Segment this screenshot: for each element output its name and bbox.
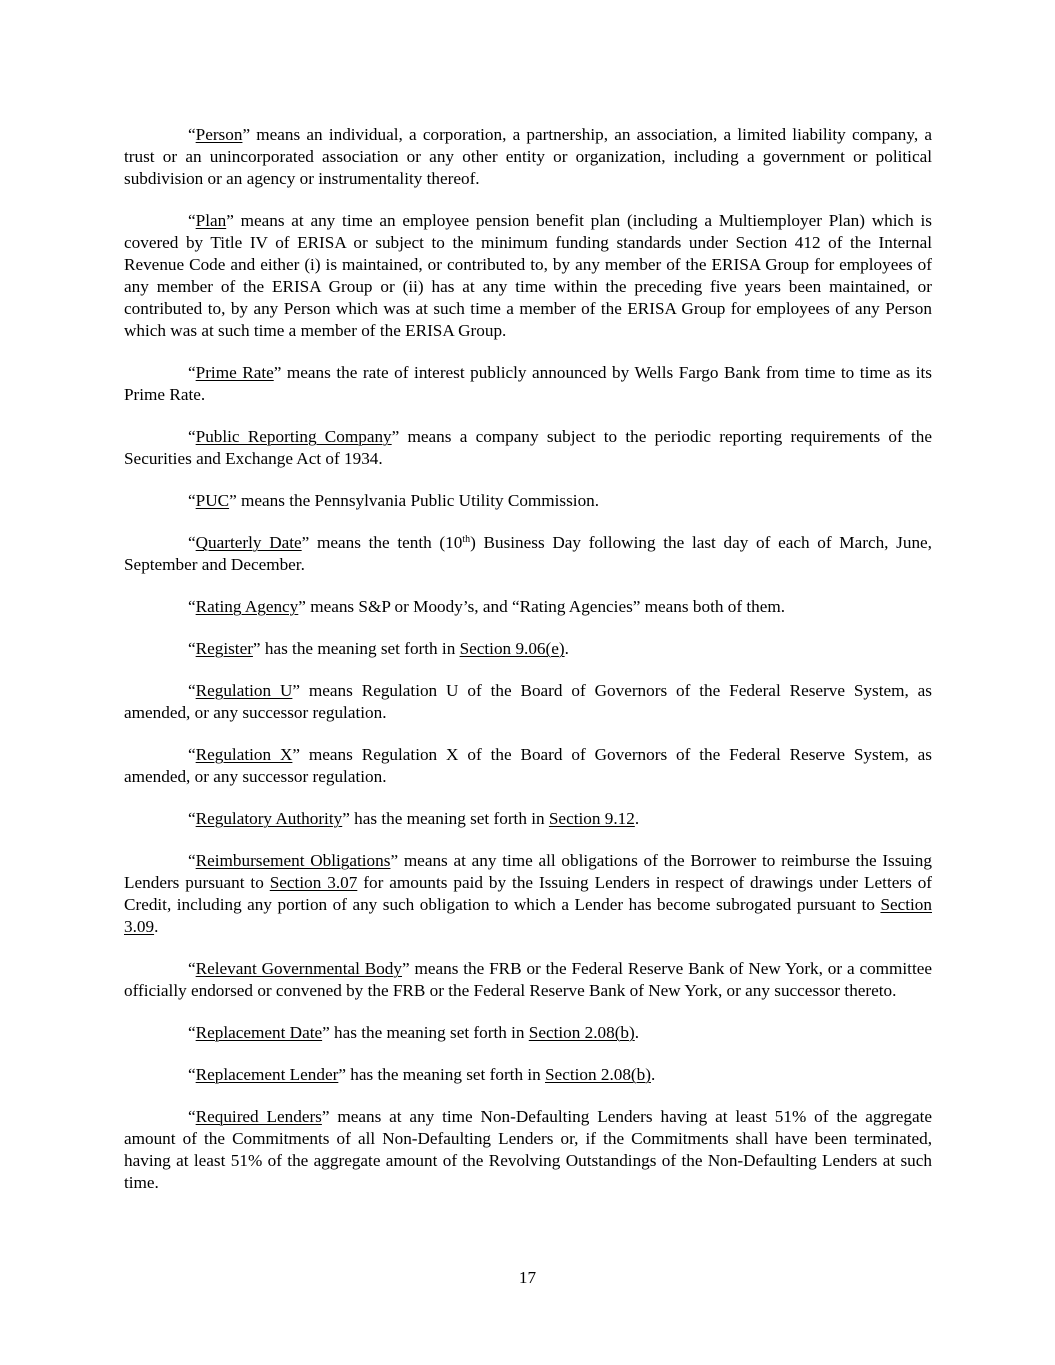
- definition-text: ” means the Pennsylvania Public Utility Commission.: [229, 491, 600, 510]
- definition-text: “: [188, 851, 196, 870]
- definition-text: ” has the meaning set forth in: [342, 809, 549, 828]
- definition-text: ” means an individual, a corporation, a partnership, an association, a limited liability company, a trust or an unincorporated association or any other entity or organization, including a government or political subdivision or an agency or instrumentality thereof.: [124, 125, 932, 188]
- definition-text: ” means Regulation U of the Board of Governors of the Federal Reserve System, as amended, or any successor regulation.: [124, 681, 933, 722]
- definition-register: [124, 638, 932, 660]
- definition-text: “: [188, 959, 196, 978]
- defined-term: Quarterly Date: [195, 533, 302, 552]
- definition-text: ” means the FRB or the Federal Reserve Bank of New York, or a committee officially endorsed or convened by the FRB or the Federal Reserve Bank of New York, or any successor thereto.: [124, 959, 932, 1000]
- definition-rating-agency: [124, 596, 932, 618]
- defined-term: Public Reporting Company: [195, 427, 392, 446]
- definition-regulation-x: [124, 744, 932, 788]
- definition-text: ” has the meaning set forth in: [252, 639, 460, 658]
- definition-text: ” means at any time Non-Defaulting Lenders having at least 51% of the aggregate amount of the Commitments of all Non-Defaulting Lenders or, if the Commitments shall have been terminated, having at least 51% of the aggregate amount of the Revolving Outstandings of the Non-Defaulting Lenders at such time.: [124, 1107, 932, 1192]
- definition-text: “: [188, 1065, 196, 1084]
- definition-text: “: [188, 125, 196, 144]
- defined-term: Prime Rate: [195, 363, 274, 382]
- definition-text: .: [154, 917, 159, 936]
- definition-text: “: [188, 597, 196, 616]
- definition-text: ” has the meaning set forth in: [338, 1065, 545, 1084]
- definition-text: “: [188, 533, 196, 552]
- definition-text: .: [650, 1065, 656, 1084]
- section-reference: Section 3.09: [124, 895, 932, 936]
- definition-text: “: [188, 809, 196, 828]
- defined-term: Relevant Governmental Body: [195, 959, 402, 978]
- definition-text: ” means the tenth (10: [301, 533, 463, 552]
- page-number: 17: [518, 1268, 537, 1287]
- definition-text: “: [188, 363, 196, 382]
- ordinal-suffix: th: [462, 534, 471, 545]
- definition-person: [124, 124, 932, 190]
- definition-plan: [124, 210, 932, 342]
- definition-replacement-date: [124, 1022, 932, 1044]
- defined-term: PUC: [195, 491, 230, 510]
- section-reference: Section 9.12: [548, 809, 635, 828]
- defined-term: Replacement Lender: [195, 1065, 339, 1084]
- definition-text: ” means at any time an employee pension benefit plan (including a Multiemployer Plan) which is covered by Title IV of ERISA or subject to the minimum funding standards under Section 412 of the Internal Revenue Code and either (i) is maintained, or contributed to, by any member of the ERISA Group for employees of any member of the ERISA Group or (ii) has at any time within the preceding five years been maintained, or contributed to, by any Person which was at such time a member of the ERISA Group for employees of any Person which was at such time a member of the ERISA Group.: [124, 211, 932, 340]
- definition-text: “: [188, 427, 196, 446]
- defined-term: Person: [195, 125, 243, 144]
- section-reference: Section 3.07: [269, 873, 358, 892]
- document-page: [124, 124, 932, 1214]
- definition-required-lenders: [124, 1106, 932, 1194]
- section-reference: Section 9.06(e): [459, 639, 565, 658]
- section-reference: Section 2.08(b): [545, 1065, 651, 1084]
- definition-text: for amounts paid by the Issuing Lenders in respect of drawings under Letters of Credit, including any portion of any such obligation to which a Lender has become subrogated pursuant to: [124, 873, 933, 914]
- definition-text: .: [634, 809, 640, 828]
- definition-public-reporting-company: [124, 426, 932, 470]
- defined-term: Regulation U: [195, 681, 293, 700]
- definition-relevant-governmental-body: [124, 958, 932, 1002]
- defined-term: Plan: [195, 211, 227, 230]
- defined-term: Regulation X: [195, 745, 293, 764]
- definitions-list: [124, 124, 932, 1194]
- definition-text: “: [188, 491, 196, 510]
- definition-text: ” means the rate of interest publicly announced by Wells Fargo Bank from time to time as its Prime Rate.: [124, 363, 932, 404]
- definition-text: ” means at any time all obligations of the Borrower to reimburse the Issuing Lenders pursuant to: [124, 851, 932, 892]
- definition-text: ” means a company subject to the periodic reporting requirements of the Securities and Exchange Act of 1934.: [124, 427, 932, 468]
- section-reference: Section 2.08(b): [528, 1023, 635, 1042]
- definition-text: .: [564, 639, 569, 658]
- definition-replacement-lender: [124, 1064, 932, 1086]
- definition-text: ” means Regulation X of the Board of Governors of the Federal Reserve System, as amended, or any successor regulation.: [124, 745, 933, 786]
- definition-text: “: [188, 1107, 196, 1126]
- defined-term: Required Lenders: [195, 1107, 322, 1126]
- definition-text: ) Business Day following the last day of each of March, June, September and December.: [124, 533, 932, 574]
- definition-text: “: [188, 681, 196, 700]
- defined-term: Regulatory Authority: [195, 809, 343, 828]
- definition-regulatory-authority: [124, 808, 932, 830]
- definition-quarterly-date: [124, 532, 932, 576]
- defined-term: Register: [195, 639, 253, 658]
- definition-text: “: [188, 745, 196, 764]
- definition-reimbursement-obligations: [124, 850, 932, 938]
- definition-text: “: [188, 639, 196, 658]
- definition-text: ” has the meaning set forth in: [322, 1023, 529, 1042]
- definition-text: “: [188, 211, 196, 230]
- definition-text: ” means S&P or Moody’s, and “Rating Agencies” means both of them.: [298, 597, 786, 616]
- defined-term: Reimbursement Obligations: [195, 851, 391, 870]
- definition-text: “: [188, 1023, 196, 1042]
- definition-puc: [124, 490, 932, 512]
- definition-regulation-u: [124, 680, 932, 724]
- definition-prime-rate: [124, 362, 932, 406]
- definition-text: .: [634, 1023, 640, 1042]
- defined-term: Rating Agency: [195, 597, 299, 616]
- defined-term: Replacement Date: [195, 1023, 323, 1042]
